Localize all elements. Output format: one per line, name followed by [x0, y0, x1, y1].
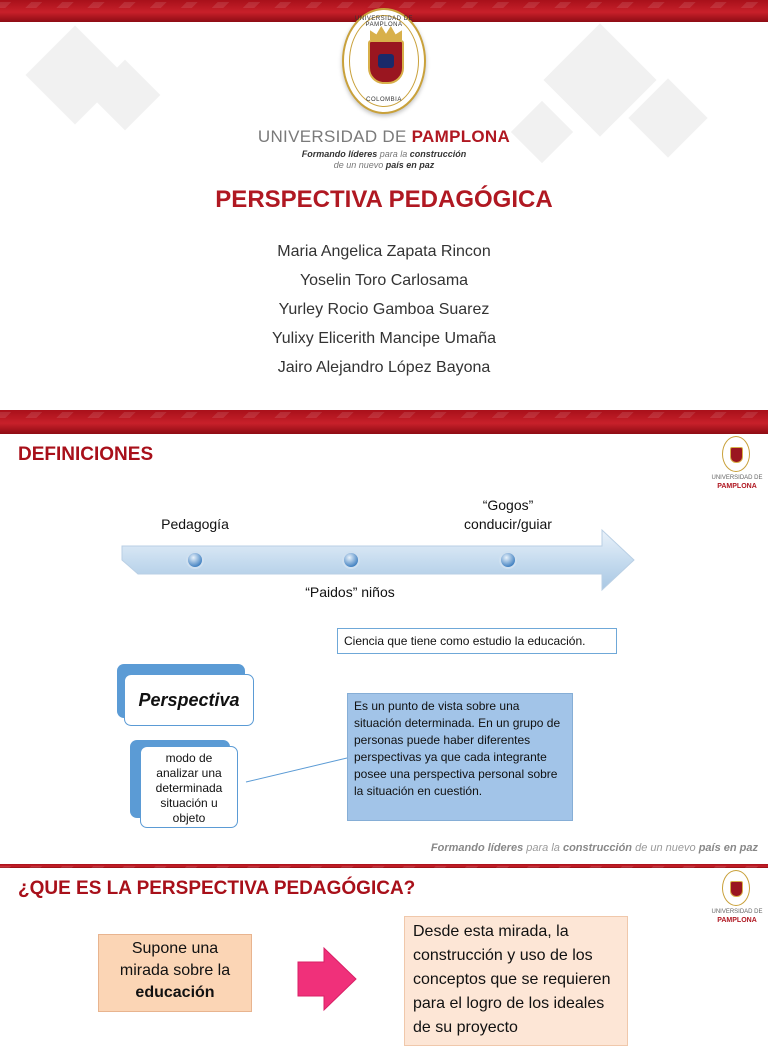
heraldic-animal-icon — [378, 54, 394, 68]
definitions-slide — [0, 410, 768, 864]
desde-description-box: Desde esta mirada, la construcción y uso de los conceptos que se requieren para el logro de los ideales de su proyecto — [404, 916, 628, 1046]
ciencia-definition-box: Ciencia que tiene como estudio la educación. — [337, 628, 617, 654]
perspectiva-description-box: Es un punto de vista sobre una situación determinada. En un grupo de personas puede haber diferentes perspectivas ya que cada integrante posee una perspectiva personal sobre la situación en cuestión. — [347, 693, 573, 821]
author-name: Yoselin Toro Carlosama — [299, 272, 469, 289]
timeline-label-gogos: “Gogos” conducir/guiar — [464, 497, 552, 532]
seal-text-bottom: COLOMBIA — [366, 97, 402, 103]
seal-icon — [722, 870, 750, 906]
author-name: Yurley Rocio Gamboa Suarez — [278, 301, 490, 318]
slide-title: DEFINICIONES — [18, 444, 154, 465]
author-list — [0, 240, 768, 385]
slide-footer-slogan: Formando líderes para la construcción de un nuevo país en paz — [430, 842, 758, 854]
perspectiva-pedagogica-slide — [0, 864, 768, 1036]
university-seal-logo — [342, 8, 426, 114]
author-name: Maria Angelica Zapata Rincon — [277, 243, 491, 260]
title-slide — [0, 0, 768, 410]
timeline-label-paidos: “Paidos” niños — [305, 584, 395, 600]
university-logo-small: UNIVERSIDAD DE PAMPLONA — [707, 436, 767, 500]
presentation-title: PERSPECTIVA PEDAGÓGICA — [215, 186, 553, 213]
university-name: UNIVERSIDAD DE PAMPLONA — [257, 127, 511, 146]
seal-text-top: UNIVERSIDAD DE PAMPLONA — [354, 16, 413, 28]
university-slogan: Formando líderes para la construcción de un nuevo país en paz — [301, 149, 467, 170]
top-red-band — [0, 864, 768, 868]
slide-title: ¿QUE ES LA PERSPECTIVA PEDAGÓGICA? — [18, 878, 416, 899]
perspectiva-box: Perspectiva — [124, 674, 254, 726]
university-logo-small: UNIVERSIDAD DE PAMPLONA — [707, 870, 767, 934]
timeline-label-pedagogia: Pedagogía — [161, 516, 229, 532]
supone-box: Supone una mirada sobre la educación — [98, 934, 252, 1012]
author-name: Jairo Alejandro López Bayona — [277, 359, 491, 376]
right-arrow-icon — [296, 946, 358, 1012]
author-name: Yulixy Elicerith Mancipe Umaña — [271, 330, 497, 347]
modo-box: modo de analizar una determinada situación u objeto — [140, 746, 238, 828]
